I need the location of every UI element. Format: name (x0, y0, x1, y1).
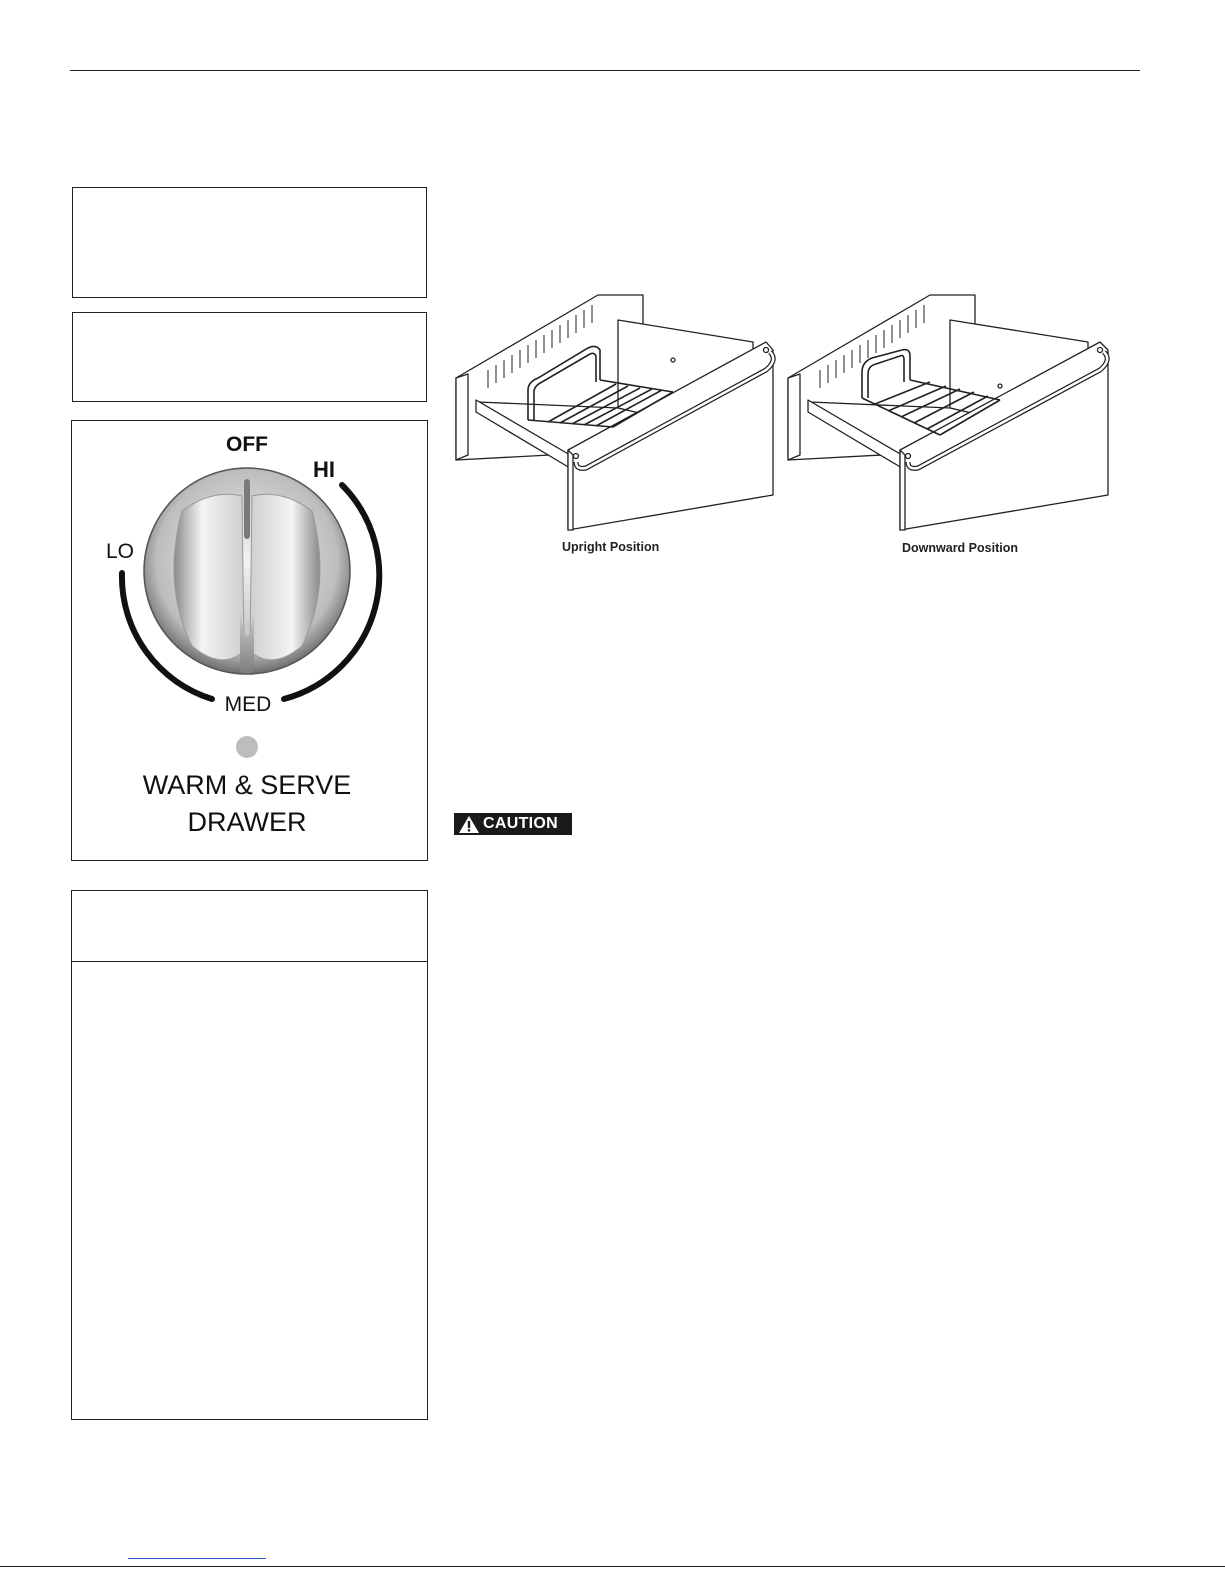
label-off: OFF (226, 433, 268, 456)
label-hi: HI (313, 457, 335, 482)
header-rule (70, 70, 1140, 71)
warning-triangle-icon (458, 815, 480, 834)
table-header-divider (72, 961, 427, 962)
drawer-upright-illustration (448, 290, 788, 535)
label-med: MED (224, 693, 272, 716)
warm-serve-control-panel (71, 420, 428, 861)
panel-title-line2: DRAWER (187, 807, 307, 837)
caution-label (454, 813, 572, 835)
blank-info-box-1 (72, 187, 427, 298)
caption-downward-position: Downward Position (902, 541, 1018, 555)
label-lo: LO (105, 540, 135, 563)
control-knob-illustration (72, 421, 427, 860)
blank-info-table (71, 890, 428, 1420)
caption-upright-position: Upright Position (562, 540, 660, 554)
footer-link-underline[interactable] (128, 1558, 266, 1559)
blank-info-box-2 (72, 312, 427, 402)
footer-rule (0, 1566, 1225, 1567)
drawer-downward-illustration (780, 290, 1125, 535)
knob-pointer (244, 479, 250, 539)
indicator-light (236, 736, 258, 758)
caution-text: CAUTION (483, 815, 558, 832)
panel-title-line1: WARM & SERVE (142, 770, 352, 800)
